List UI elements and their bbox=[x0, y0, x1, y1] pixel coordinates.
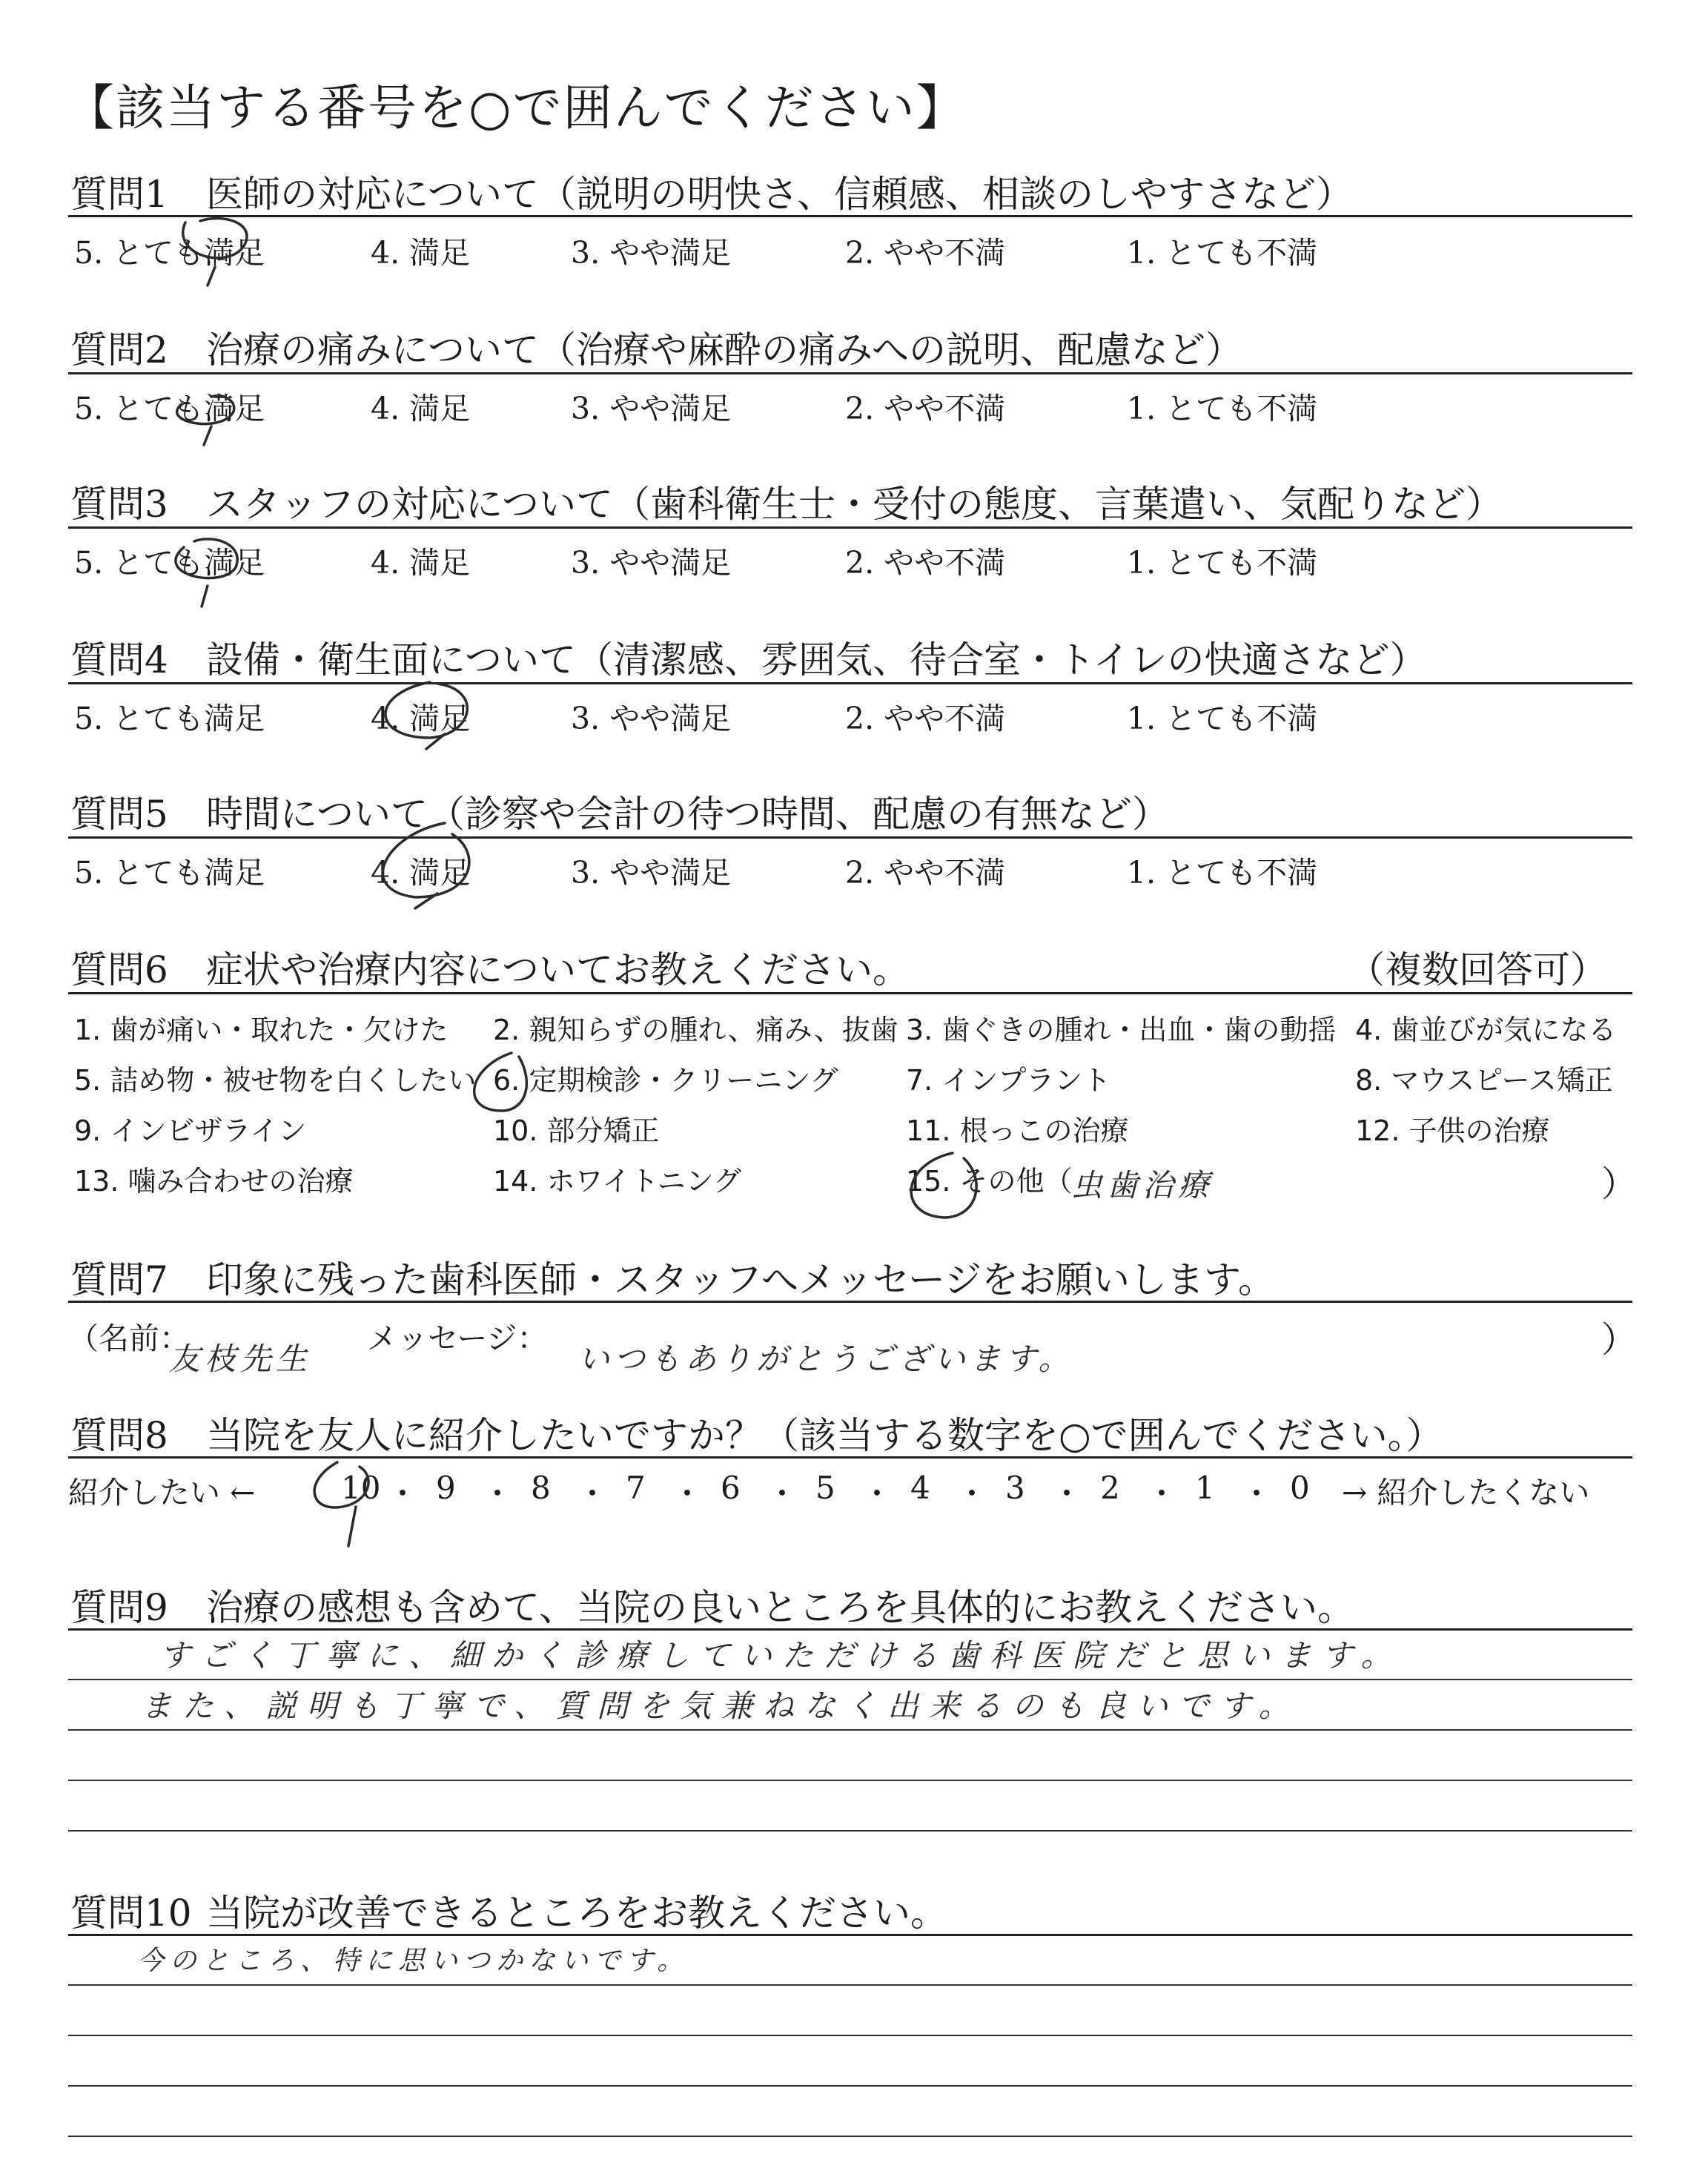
question-text: 当院を友人に紹介したいですか？（該当する数字を○で囲んでください。） bbox=[206, 1414, 1443, 1457]
scale-dot: ・ bbox=[387, 1476, 419, 1512]
question-label: 質問1 bbox=[70, 173, 168, 216]
question-label: 質問10 bbox=[70, 1892, 192, 1935]
form-title: 【該当する番号を○で囲んでください】 bbox=[65, 79, 967, 136]
message-handwriting: いつもありがとうございます。 bbox=[578, 1341, 1074, 1377]
scale-value-7[interactable]: 7 bbox=[626, 1470, 646, 1506]
scale-dot: ・ bbox=[577, 1476, 609, 1512]
answer-line bbox=[68, 2136, 1632, 2137]
scale-dot: ・ bbox=[767, 1476, 798, 1512]
option-4[interactable]: 4. 満足 bbox=[371, 235, 471, 271]
divider bbox=[68, 682, 1632, 684]
symptom-option-15[interactable]: 15. その他（ bbox=[906, 1165, 1073, 1198]
question-label: 質問7 bbox=[70, 1258, 168, 1301]
divider bbox=[68, 372, 1632, 374]
scale-value-2[interactable]: 2 bbox=[1100, 1470, 1120, 1506]
answer-line bbox=[68, 1984, 1632, 1986]
scale-dot: ・ bbox=[1241, 1476, 1273, 1512]
scale-value-10[interactable]: 10 bbox=[341, 1470, 381, 1506]
symptom-option-4[interactable]: 4. 歯並びが気になる bbox=[1355, 1014, 1617, 1046]
answer-line bbox=[68, 2085, 1632, 2087]
option-3[interactable]: 3. やや満足 bbox=[571, 391, 732, 426]
question-text: 治療の痛みについて（治療や麻酔の痛みへの説明、配慮など） bbox=[206, 328, 1242, 371]
question-text: 治療の感想も含めて、当院の良いところを具体的にお教えください。 bbox=[206, 1586, 1354, 1629]
answer-line bbox=[68, 1679, 1632, 1680]
symptom-option-14[interactable]: 14. ホワイトニング bbox=[493, 1165, 742, 1198]
symptom-option-3[interactable]: 3. 歯ぐきの腫れ・出血・歯の動揺 bbox=[906, 1014, 1337, 1046]
close-paren: ） bbox=[1601, 1319, 1638, 1361]
question-label: 質問9 bbox=[70, 1586, 168, 1629]
symptom-option-10[interactable]: 10. 部分矯正 bbox=[493, 1114, 660, 1147]
option-3[interactable]: 3. やや満足 bbox=[571, 545, 732, 581]
symptom-option-11[interactable]: 11. 根っこの治療 bbox=[906, 1114, 1129, 1147]
question-text: 時間について（診察や会計の待つ時間、配慮の有無など） bbox=[206, 793, 1169, 836]
other-answer-handwriting: 虫歯治療 bbox=[1071, 1167, 1214, 1203]
option-1[interactable]: 1. とても不満 bbox=[1127, 855, 1318, 891]
question-text: 医師の対応について（説明の明快さ、信頼感、相談のしやすさなど） bbox=[206, 173, 1353, 216]
symptom-option-7[interactable]: 7. インプラント bbox=[906, 1064, 1111, 1097]
symptom-option-6[interactable]: 6. 定期検診・クリーニング bbox=[493, 1064, 838, 1097]
scale-value-0[interactable]: 0 bbox=[1290, 1470, 1310, 1506]
answer-line bbox=[68, 1729, 1632, 1731]
option-4[interactable]: 4. 満足 bbox=[371, 545, 471, 581]
scale-dot: ・ bbox=[1146, 1476, 1178, 1512]
multiple-answer-note: （複数回答可） bbox=[1348, 948, 1607, 991]
divider bbox=[68, 836, 1632, 839]
question-label: 質問2 bbox=[70, 328, 168, 371]
scale-value-1[interactable]: 1 bbox=[1195, 1470, 1215, 1506]
symptom-option-5[interactable]: 5. 詰め物・被せ物を白くしたい bbox=[74, 1064, 477, 1097]
recommend-right-label: → 紹介したくない bbox=[1342, 1475, 1590, 1510]
question-text: 症状や治療内容についてお教えください。 bbox=[206, 948, 910, 991]
symptom-option-13[interactable]: 13. 噛み合わせの治療 bbox=[74, 1165, 354, 1198]
scale-dot: ・ bbox=[861, 1476, 893, 1512]
answer-line bbox=[68, 2035, 1632, 2036]
question-text: スタッフの対応について（歯科衛生士・受付の態度、言葉遣い、気配りなど） bbox=[206, 483, 1503, 526]
option-4[interactable]: 4. 満足 bbox=[371, 391, 471, 426]
option-5[interactable]: 5. とても満足 bbox=[74, 235, 265, 271]
option-2[interactable]: 2. やや不満 bbox=[845, 545, 1006, 581]
scale-dot: ・ bbox=[672, 1476, 704, 1512]
option-5[interactable]: 5. とても満足 bbox=[74, 391, 265, 426]
scale-value-3[interactable]: 3 bbox=[1005, 1470, 1025, 1506]
scale-value-8[interactable]: 8 bbox=[531, 1470, 551, 1506]
question-label: 質問5 bbox=[70, 793, 168, 836]
option-5[interactable]: 5. とても満足 bbox=[74, 701, 265, 736]
scale-value-4[interactable]: 4 bbox=[910, 1470, 930, 1506]
answer-line bbox=[68, 1780, 1632, 1781]
option-3[interactable]: 3. やや満足 bbox=[571, 855, 732, 891]
option-1[interactable]: 1. とても不満 bbox=[1127, 235, 1318, 271]
symptom-option-1[interactable]: 1. 歯が痛い・取れた・欠けた bbox=[74, 1014, 448, 1046]
option-1[interactable]: 1. とても不満 bbox=[1127, 545, 1318, 581]
answer-line bbox=[68, 1830, 1632, 1832]
scale-dot: ・ bbox=[956, 1476, 988, 1512]
divider bbox=[68, 215, 1632, 217]
question-text: 当院が改善できるところをお教えください。 bbox=[206, 1892, 947, 1935]
option-3[interactable]: 3. やや満足 bbox=[571, 701, 732, 736]
option-2[interactable]: 2. やや不満 bbox=[845, 855, 1006, 891]
question-label: 質問8 bbox=[70, 1414, 168, 1457]
answer-handwriting-line-1: すごく丁寧に、細かく診療していただける歯科医院だと思います。 bbox=[159, 1637, 1403, 1674]
option-1[interactable]: 1. とても不満 bbox=[1127, 701, 1318, 736]
symptom-option-8[interactable]: 8. マウスピース矯正 bbox=[1355, 1064, 1613, 1097]
option-2[interactable]: 2. やや不満 bbox=[845, 391, 1006, 426]
option-5[interactable]: 5. とても満足 bbox=[74, 855, 265, 891]
divider bbox=[68, 1934, 1632, 1936]
name-handwriting: 友枝先生 bbox=[169, 1341, 312, 1377]
recommend-left-label: 紹介したい ← bbox=[68, 1475, 256, 1510]
option-1[interactable]: 1. とても不満 bbox=[1127, 391, 1318, 426]
question-text: 印象に残った歯科医師・スタッフへメッセージをお願いします。 bbox=[206, 1258, 1275, 1301]
option-3[interactable]: 3. やや満足 bbox=[571, 235, 732, 271]
scale-value-9[interactable]: 9 bbox=[436, 1470, 456, 1506]
name-label: （名前： bbox=[68, 1321, 190, 1356]
question-label: 質問6 bbox=[70, 948, 168, 991]
answer-handwriting-line-1: 今のところ、特に思いつかないです。 bbox=[137, 1946, 690, 1976]
scale-value-6[interactable]: 6 bbox=[721, 1470, 741, 1506]
question-label: 質問3 bbox=[70, 483, 168, 526]
divider bbox=[68, 1456, 1632, 1459]
option-5[interactable]: 5. とても満足 bbox=[74, 545, 265, 581]
scale-dot: ・ bbox=[482, 1476, 514, 1512]
close-paren: ） bbox=[1601, 1163, 1638, 1205]
question-text: 設備・衛生面について（清潔感、雰囲気、待合室・トイレの快適さなど） bbox=[206, 638, 1427, 681]
option-4[interactable]: 4. 満足 bbox=[371, 701, 471, 736]
symptom-option-12[interactable]: 12. 子供の治療 bbox=[1355, 1114, 1550, 1147]
divider bbox=[68, 526, 1632, 529]
option-2[interactable]: 2. やや不満 bbox=[845, 701, 1006, 736]
divider bbox=[68, 992, 1632, 994]
symptom-option-2[interactable]: 2. 親知らずの腫れ、痛み、抜歯 bbox=[493, 1014, 898, 1046]
question-label: 質問4 bbox=[70, 638, 168, 681]
option-4[interactable]: 4. 満足 bbox=[371, 855, 471, 891]
message-label: メッセージ： bbox=[367, 1321, 548, 1356]
symptom-option-9[interactable]: 9. インビザライン bbox=[74, 1114, 307, 1147]
divider bbox=[68, 1301, 1632, 1303]
option-2[interactable]: 2. やや不満 bbox=[845, 235, 1006, 271]
divider bbox=[68, 1628, 1632, 1631]
scale-value-5[interactable]: 5 bbox=[815, 1470, 835, 1506]
answer-handwriting-line-2: また、説明も丁寧で、質問を気兼ねなく出来るのも良いです。 bbox=[141, 1688, 1300, 1724]
scale-dot: ・ bbox=[1051, 1476, 1083, 1512]
